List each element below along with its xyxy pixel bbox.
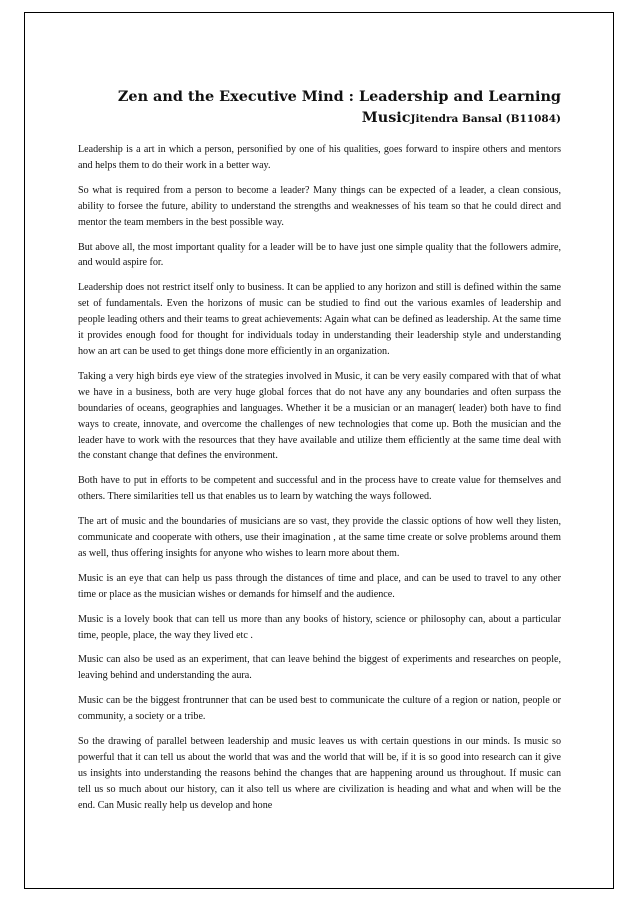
paragraph: Leadership is a art in which a person, personified by one of his qualities, goes forward to inspire others and mentors and helps them to do their work in a better way. bbox=[78, 144, 561, 171]
paragraph: Music is an eye that can help us pass through the distances of time and place, and can be used to travel to any other time or place as the musician wishes or demands for himself and the audience. bbox=[78, 572, 561, 600]
author-name: Jitendra Bansal (B11084) bbox=[410, 113, 561, 125]
paragraph: Music can be the biggest frontrunner that can be used best to communicate the culture of a region or nation, people or community, a society or a tribe. bbox=[78, 695, 561, 723]
paragraph: So the drawing of parallel between leadership and music leaves us with certain questions in our minds. Is music so powerful that it can tell us about the world that was and the world that will be, if it is so good into research can it give us insights into understanding the reasons behind the changes that are happening around us throughout. If music can tell us so much about our history, can it also tell us where are civilization is heading and what and when will be the end. Can Music really help us develop and hone bbox=[78, 736, 561, 811]
document-title bbox=[78, 86, 561, 130]
document-body bbox=[78, 86, 561, 823]
paragraph: Music is a lovely book that can tell us more than any books of history, science or philosophy can, about a particular time, people, place, the way they lived etc . bbox=[78, 613, 561, 641]
paragraph: Taking a very high birds eye view of the strategies involved in Music, it can be very easily compared with that of what we have in a business, both are very huge global forces that do not have any any boundaries and often surpass the boundaries of oceans, geographies and languages. Whether it be a musician or an manager( leader) both have to find ways to create, innovate, and overcome the challenges of new technologies that come up. Both the musician and the leader have to work with the resources that they have available and utilize them efficiently at the same time deal with the constant change that defines the environment. bbox=[78, 370, 561, 462]
paragraph: But above all, the most important quality for a leader will be to have just one simple quality that the followers admire, and would aspire for. bbox=[78, 241, 561, 269]
paragraph-list bbox=[78, 142, 561, 814]
title-line-2-text: Music bbox=[361, 109, 411, 126]
paragraph: Both have to put in efforts to be competent and successful and in the process have to create value for themselves and others. There similarities tell us that enables us to learn by watching the ways followed. bbox=[78, 475, 561, 503]
paragraph: So what is required from a person to become a leader? Many things can be expected of a leader, a clean consious, ability to forsee the future, ability to understand the strengths and weaknesses of his team so that he could direct and mentor the team members in the best possible way. bbox=[78, 184, 561, 228]
paragraph: The art of music and the boundaries of musicians are so vast, they provide the classic options of how well they listen, communicate and cooperate with others, use their imagination , at the same time create or solve problems around them as well, thus offering insights for anyone who wishes to learn more about them. bbox=[78, 516, 561, 559]
paragraph: Leadership does not restrict itself only to business. It can be applied to any horizon and still is defined within the same set of fundamentals. Even the horizons of music can be studied to find out the various examles of leadership and people leading others and their teams to great achievements: Again what can be defined as leadership. At the same time it provides enough food for thought for individuals today in understanding their leadership style and understanding how an art can be used to get things done more efficiently in an organization. bbox=[78, 282, 561, 357]
paragraph: Music can also be used as an experiment, that can leave behind the biggest of experiments and researches on people, leaving behind and understanding the aura. bbox=[78, 654, 561, 682]
title-line-2 bbox=[78, 107, 561, 130]
title-line-1: Zen and the Executive Mind : Leadership and Learning bbox=[117, 88, 561, 105]
